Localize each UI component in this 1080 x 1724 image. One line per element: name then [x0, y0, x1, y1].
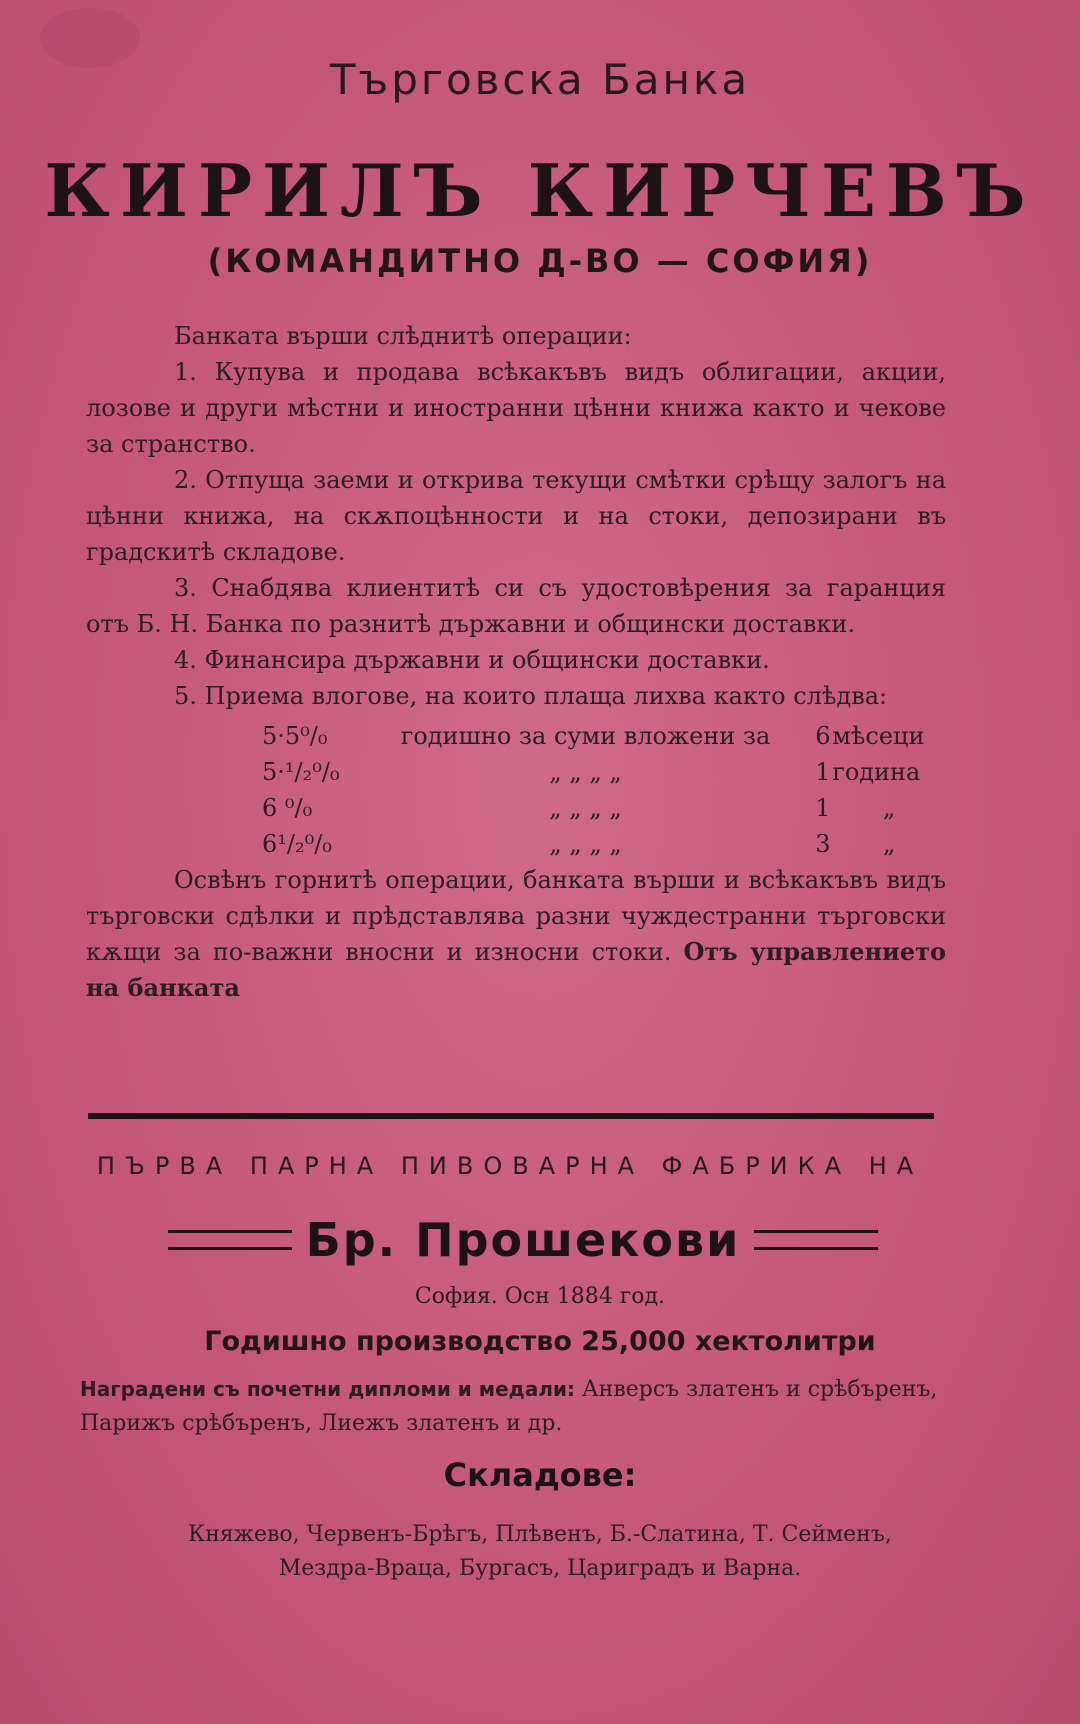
bank-owner-heading: КИРИЛЪ КИРЧЕВЪ	[44, 148, 1036, 233]
section-divider	[88, 1113, 934, 1119]
rate-unit: „	[882, 830, 896, 858]
brewery-production: Годишно производство 25,000 хектолитри	[204, 1326, 876, 1357]
rate-term: 6	[815, 722, 831, 750]
brand-rule-left	[168, 1230, 292, 1250]
stores-line-2: Мездра-Враца, Бургасъ, Цариградъ и Варна.	[278, 1556, 802, 1581]
stores-heading: Складове:	[443, 1456, 637, 1494]
brewery-established: София. Осн 1884 год.	[414, 1284, 666, 1309]
bank-signature: Отъ управлението на банката	[86, 937, 947, 1002]
rate-value: 5·5⁰/₀	[262, 722, 328, 750]
brand-rule-right	[754, 1230, 878, 1250]
rate-term: 3	[815, 830, 831, 858]
closing-text: Освѣнъ горнитѣ операции, банката върши и всѣкакъвъ видъ търговски сдѣлки и прѣдставлява разни чуждестранни търговски кѫщи за по-важни вносни и износни стоки.	[86, 866, 946, 966]
rate-description: „ „ „ „	[549, 794, 622, 822]
rate-value: 6¹/₂⁰/₀	[262, 830, 332, 858]
bank-operations	[86, 318, 946, 1006]
rate-row	[262, 826, 946, 862]
rate-row	[262, 790, 946, 826]
rate-value: 6 ⁰/₀	[262, 794, 313, 822]
operation-item-5: 5. Приема влогове, на които плаща лихва както слѣдва:	[174, 682, 888, 710]
interest-rates-table	[262, 718, 946, 862]
bank-subtitle: (КОМАНДИТНО Д-ВО — СОФИЯ)	[207, 242, 873, 280]
bank-type-heading: Търговска Банка	[329, 55, 751, 104]
rate-unit: „	[882, 794, 896, 822]
operations-intro: Банката върши слѣднитѣ операции:	[174, 322, 632, 350]
rate-row	[262, 718, 946, 754]
rate-unit: мѣсеци	[832, 722, 925, 750]
rate-value: 5·¹/₂⁰/₀	[262, 758, 340, 786]
operation-item-2: 2. Отпуща заеми и открива текущи смѣтки срѣщу залогъ на цѣнни книжа, на скѫпоцѣнности и на стоки, депозирани въ градскитѣ складове.	[86, 466, 946, 566]
stores-line-1: Княжево, Червенъ-Брѣгъ, Плѣвенъ, Б.-Слатина, Т. Сейменъ,	[188, 1522, 892, 1547]
stores-list	[0, 1518, 1080, 1586]
rate-description: „ „ „ „	[549, 830, 622, 858]
awards-label: Наградени съ почетни дипломи и медали:	[80, 1377, 575, 1401]
rate-term: 1	[815, 758, 831, 786]
operation-item-1: 1. Купува и продава всѣкакъвъ видъ облигации, акции, лозове и други мѣстни и иностранни цѣнни книжа както и чекове за странство.	[86, 358, 946, 458]
brewery-brand: Бр. Прошекови	[305, 1213, 741, 1267]
operation-item-4: 4. Финансира държавни и общински доставки.	[174, 646, 770, 674]
brewery-brand-block	[168, 1210, 878, 1270]
rate-unit: година	[832, 758, 921, 786]
rate-description: годишно за суми вложени за	[400, 722, 771, 750]
brewery-heading: ПЪРВА ПАРНА ПИВОВАРНА ФАБРИКА НА	[96, 1152, 924, 1180]
rate-row	[262, 754, 946, 790]
rate-term: 1	[815, 794, 831, 822]
operations-closing	[86, 862, 946, 1006]
rate-description: „ „ „ „	[549, 758, 622, 786]
operation-item-3: 3. Снабдява клиентитѣ си съ удостовѣрения за гаранция отъ Б. Н. Банка по разнитѣ държавни и общински доставки.	[86, 574, 946, 638]
awards-text: Анверсъ златенъ и срѣбъренъ, Парижъ срѣбъренъ, Лиежъ златенъ и др.	[80, 1377, 938, 1436]
brewery-awards	[80, 1372, 940, 1441]
